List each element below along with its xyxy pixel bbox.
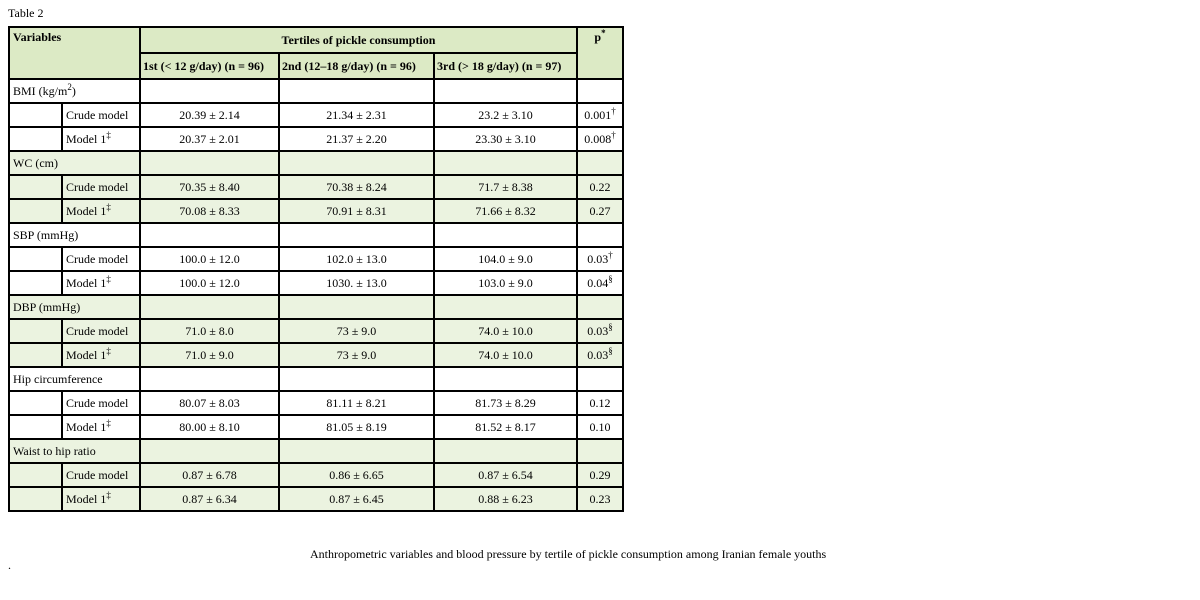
group-label [9, 439, 140, 463]
table-row [9, 415, 623, 439]
value-cell: 80.07 ± 8.03 [140, 391, 279, 415]
group-label [9, 295, 140, 319]
indent-cell [9, 463, 62, 487]
group-label [9, 79, 140, 103]
p-value-cell [577, 415, 623, 439]
row-label-mark: ‡ [106, 130, 111, 140]
group-row [9, 295, 623, 319]
empty-cell [577, 295, 623, 319]
p-value-cell [577, 271, 623, 295]
value-cell: 102.0 ± 13.0 [279, 247, 434, 271]
table-header [9, 27, 623, 79]
p-value-cell [577, 463, 623, 487]
value-cell: 74.0 ± 10.0 [434, 343, 577, 367]
table-body [9, 79, 623, 511]
empty-cell [140, 79, 279, 103]
empty-cell [577, 439, 623, 463]
table-row [9, 199, 623, 223]
table-row [9, 247, 623, 271]
row-label [62, 175, 140, 199]
row-label-text: Model 1 [66, 132, 107, 146]
row-label-text: Crude model [66, 180, 129, 194]
empty-cell [140, 151, 279, 175]
table-row [9, 343, 623, 367]
header-col-2: 2nd (12–18 g/day) (n = 96) [279, 53, 434, 79]
p-value-cell [577, 247, 623, 271]
row-label-mark: ‡ [106, 418, 111, 428]
indent-cell [9, 343, 62, 367]
p-value-mark: † [611, 106, 616, 116]
table-row [9, 271, 623, 295]
p-value-text: 0.22 [589, 180, 611, 194]
row-label-mark: ‡ [106, 490, 111, 500]
value-cell: 0.87 ± 6.34 [140, 487, 279, 511]
group-label-text: SBP (mmHg) [13, 228, 79, 242]
value-cell: 0.86 ± 6.65 [279, 463, 434, 487]
group-label-text: Waist to hip ratio [13, 444, 96, 458]
indent-cell [9, 487, 62, 511]
group-label-sup: 2 [67, 82, 72, 92]
empty-cell [140, 295, 279, 319]
row-label-text: Crude model [66, 252, 129, 266]
value-cell: 20.39 ± 2.14 [140, 103, 279, 127]
row-label [62, 319, 140, 343]
value-cell: 103.0 ± 9.0 [434, 271, 577, 295]
row-label-text: Model 1 [66, 348, 107, 362]
p-value-cell [577, 343, 623, 367]
p-value-mark: † [608, 250, 613, 260]
p-value-mark: † [611, 130, 616, 140]
table-row [9, 175, 623, 199]
empty-cell [140, 367, 279, 391]
value-cell: 71.0 ± 8.0 [140, 319, 279, 343]
indent-cell [9, 271, 62, 295]
p-value-text: 0.12 [589, 396, 611, 410]
p-value-text: 0.10 [589, 420, 611, 434]
row-label-text: Model 1 [66, 204, 107, 218]
table-row [9, 391, 623, 415]
p-value-text: 0.001 [584, 108, 612, 122]
value-cell: 21.37 ± 2.20 [279, 127, 434, 151]
value-cell: 0.87 ± 6.78 [140, 463, 279, 487]
row-label [62, 199, 140, 223]
p-value-cell [577, 319, 623, 343]
row-label [62, 271, 140, 295]
empty-cell [279, 367, 434, 391]
empty-cell [279, 79, 434, 103]
footer-dot: . [8, 558, 11, 572]
empty-cell [577, 79, 623, 103]
value-cell: 71.7 ± 8.38 [434, 175, 577, 199]
empty-cell [434, 295, 577, 319]
p-value-text: 0.29 [589, 468, 611, 482]
value-cell: 70.38 ± 8.24 [279, 175, 434, 199]
row-label [62, 247, 140, 271]
p-value-text: 0.03 [587, 348, 609, 362]
empty-cell [434, 367, 577, 391]
group-label-text: WC (cm) [13, 156, 58, 170]
indent-cell [9, 319, 62, 343]
group-row [9, 79, 623, 103]
value-cell: 73 ± 9.0 [279, 343, 434, 367]
value-cell: 0.88 ± 6.23 [434, 487, 577, 511]
value-cell: 74.0 ± 10.0 [434, 319, 577, 343]
header-tertiles-title: Tertiles of pickle consumption [140, 27, 577, 53]
group-label-text: Hip circumference [13, 372, 103, 386]
table-row [9, 103, 623, 127]
p-value-cell [577, 175, 623, 199]
empty-cell [434, 223, 577, 247]
table-row [9, 463, 623, 487]
value-cell: 70.35 ± 8.40 [140, 175, 279, 199]
row-label-text: Crude model [66, 324, 129, 338]
value-cell: 81.73 ± 8.29 [434, 391, 577, 415]
indent-cell [9, 175, 62, 199]
empty-cell [140, 223, 279, 247]
p-value-text: 0.04 [587, 276, 609, 290]
empty-cell [577, 151, 623, 175]
value-cell: 71.66 ± 8.32 [434, 199, 577, 223]
p-value-cell [577, 103, 623, 127]
row-label-mark: ‡ [106, 346, 111, 356]
empty-cell [434, 439, 577, 463]
indent-cell [9, 199, 62, 223]
value-cell: 0.87 ± 6.45 [279, 487, 434, 511]
row-label [62, 415, 140, 439]
p-value-text: 0.008 [584, 132, 612, 146]
empty-cell [279, 223, 434, 247]
header-p-mark: * [601, 28, 606, 38]
value-cell: 81.52 ± 8.17 [434, 415, 577, 439]
table-row [9, 319, 623, 343]
header-col-1: 1st (< 12 g/day) (n = 96) [140, 53, 279, 79]
p-value-text: 0.27 [589, 204, 611, 218]
value-cell: 71.0 ± 9.0 [140, 343, 279, 367]
header-variables: Variables [9, 27, 140, 79]
row-label-text: Model 1 [66, 276, 107, 290]
data-table [8, 26, 624, 512]
value-cell: 1030. ± 13.0 [279, 271, 434, 295]
group-label-end: ) [71, 84, 76, 98]
value-cell: 81.05 ± 8.19 [279, 415, 434, 439]
value-cell: 70.08 ± 8.33 [140, 199, 279, 223]
header-p-text: p [594, 30, 602, 44]
group-label [9, 367, 140, 391]
table-label: Table 2 [8, 6, 44, 20]
empty-cell [279, 295, 434, 319]
p-value-text: 0.23 [589, 492, 611, 506]
p-value-cell [577, 127, 623, 151]
p-value-mark: § [608, 274, 613, 284]
row-label-text: Model 1 [66, 420, 107, 434]
row-label [62, 343, 140, 367]
indent-cell [9, 247, 62, 271]
row-label [62, 391, 140, 415]
p-value-cell [577, 487, 623, 511]
table-row [9, 127, 623, 151]
p-value-text: 0.03 [587, 324, 609, 338]
group-row [9, 223, 623, 247]
p-value-cell [577, 391, 623, 415]
row-label [62, 103, 140, 127]
row-label [62, 127, 140, 151]
empty-cell [140, 439, 279, 463]
value-cell: 73 ± 9.0 [279, 319, 434, 343]
empty-cell [434, 79, 577, 103]
value-cell: 81.11 ± 8.21 [279, 391, 434, 415]
value-cell: 0.87 ± 6.54 [434, 463, 577, 487]
empty-cell [434, 151, 577, 175]
row-label-text: Crude model [66, 396, 129, 410]
group-row [9, 367, 623, 391]
empty-cell [279, 151, 434, 175]
value-cell: 104.0 ± 9.0 [434, 247, 577, 271]
row-label-mark: ‡ [106, 274, 111, 284]
value-cell: 20.37 ± 2.01 [140, 127, 279, 151]
group-label-text: DBP (mmHg) [13, 300, 81, 314]
group-row [9, 439, 623, 463]
row-label-text: Model 1 [66, 492, 107, 506]
value-cell: 100.0 ± 12.0 [140, 271, 279, 295]
value-cell: 70.91 ± 8.31 [279, 199, 434, 223]
value-cell: 21.34 ± 2.31 [279, 103, 434, 127]
header-p [577, 27, 623, 79]
p-value-text: 0.03 [587, 252, 609, 266]
table-caption: Anthropometric variables and blood pressure by tertile of pickle consumption among Iranian female youths [310, 547, 827, 561]
row-label-text: Crude model [66, 108, 129, 122]
value-cell: 80.00 ± 8.10 [140, 415, 279, 439]
empty-cell [279, 439, 434, 463]
row-label-mark: ‡ [106, 202, 111, 212]
empty-cell [577, 223, 623, 247]
value-cell: 23.30 ± 3.10 [434, 127, 577, 151]
row-label [62, 463, 140, 487]
row-label-text: Crude model [66, 468, 129, 482]
indent-cell [9, 103, 62, 127]
table-row [9, 487, 623, 511]
value-cell: 23.2 ± 3.10 [434, 103, 577, 127]
group-row [9, 151, 623, 175]
p-value-mark: § [608, 346, 613, 356]
group-label-text: BMI (kg/m [13, 84, 68, 98]
p-value-cell [577, 199, 623, 223]
group-label [9, 151, 140, 175]
indent-cell [9, 391, 62, 415]
empty-cell [577, 367, 623, 391]
value-cell: 100.0 ± 12.0 [140, 247, 279, 271]
group-label [9, 223, 140, 247]
row-label [62, 487, 140, 511]
indent-cell [9, 127, 62, 151]
header-col-3: 3rd (> 18 g/day) (n = 97) [434, 53, 577, 79]
p-value-mark: § [608, 322, 613, 332]
indent-cell [9, 415, 62, 439]
